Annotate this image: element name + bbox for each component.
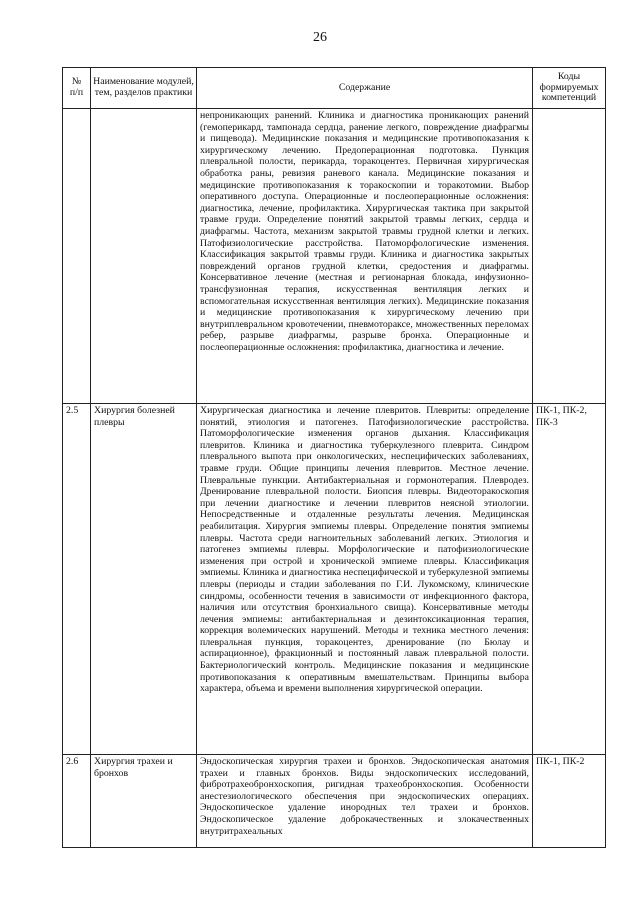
header-number: № п/п xyxy=(63,68,91,109)
row-content: Хирургическая диагностика и лечение плевритов. Плевриты: определение понятий, этиология и патогенез. Патофизиологические расстройства. Патоморфологические изменения органов дыхания. Классификация плевритов. Клиника и диагностика туберкулезного плеврита. Синдром плеврального выпота при онкологических, неспецифических заболеваниях, травме груди. Общие принципы лечения плевритов. Местное лечение. Плевральные пункции. Антибактериальная и гормонотерапия. Плевродез. Дренирование плевральной полости. Биопсия плевры. Видеоторакоскопия при лечении диагностике и лечении плевритов неясной этиологии. Непосредственные и отдаленные результаты лечения. Медицинская реабилитация. Хирургия эмпиемы плевры. Определение понятия эмпиемы плевры. Частота среди нагноительных заболеваний легких. Этиология и патогенез эмпиемы плевры. Морфологические и патофизиологические изменения при острой и хронической эмпиеме плевры. Классификация эмпиемы. Клиника и диагностика неспецифической и туберкулезной эмпиемы плевры (периоды и стадии заболевания по Г.И. Лукомскому, клинические синдромы, особенности течения в зависимости от инфекционного фактора, наличия или отсутствия бронхиального свища). Консервативные методы лечения эмпиемы: антибактериальная и дезинтоксикационная терапия, коррекция волемических нарушений. Методы и техника местного лечения: плевральная пункция, торакоцентез, дренирование (по Бюлау и аспирационное), фракционный и постоянный лаваж плевральной полости. Бактериологический контроль. Медицинские показания и медицинские противопоказания к оперативным вмешательствам. Принципы выбора характера, объема и времени выполнения хирургической операции. xyxy=(197,404,533,755)
row-name xyxy=(91,109,197,404)
row-name: Хирургия болезней плевры xyxy=(91,404,197,755)
row-codes xyxy=(533,109,606,404)
curriculum-table xyxy=(62,67,606,848)
row-codes: ПК-1, ПК-2, ПК-3 xyxy=(533,404,606,755)
row-content: Эндоскопическая хирургия трахеи и бронхов. Эндоскопическая анатомия трахеи и главных бронхов. Виды эндоскопических исследований, фибротрахеобронхоскопия, ригидная трахеобронхоскопия. Особенности анестезиологического обеспечения при эндоскопических операциях. Эндоскопическое удаление инородных тел трахеи и бронхов. Эндоскопическое удаление доброкачественных и злокачественных внутритрахеальных xyxy=(197,755,533,848)
row-number: 2.6 xyxy=(63,755,91,848)
page-number: 26 xyxy=(313,30,327,45)
header-codes: Коды формируемых компетенций xyxy=(533,68,606,109)
row-codes: ПК-1, ПК-2 xyxy=(533,755,606,848)
table-row xyxy=(63,109,606,404)
header-content: Содержание xyxy=(197,68,533,109)
table-row xyxy=(63,755,606,848)
row-name: Хирургия трахеи и бронхов xyxy=(91,755,197,848)
header-name: Наименование модулей, тем, разделов практики xyxy=(91,68,197,109)
table-row xyxy=(63,404,606,755)
row-number xyxy=(63,109,91,404)
table-header-row xyxy=(63,68,606,109)
row-content: непроникающих ранений. Клиника и диагностика проникающих ранений (гемоперикард, тампонада сердца, ранение легкого, повреждение диафрагмы и пищевода). Медицинские показания и медицинские противопоказания к хирургическому лечению. Предоперационная подготовка. Пункция плевральной полости, перикарда, торакоцентез. Первичная хирургическая обработка раны, ревизия раневого канала. Медицинские показания и медицинские противопоказания к торакоскопии и торакотомии. Выбор оперативного доступа. Операционные и послеоперационные осложнения: диагностика, лечение, профилактика. Хирургическая тактика при закрытой травме груди. Определение понятий закрытой травмы легких, сердца и диафрагмы. Частота, механизм закрытой травмы грудной клетки и легких. Патофизиологические расстройства. Патоморфологические изменения. Классификация закрытой травмы груди. Клиника и диагностика закрытых повреждений органов грудной клетки, средостения и диафрагмы. Консервативное лечение (местная и регионарная блокада, инфузионно-трансфузионная терапия, искусственная вентиляция легких и вспомогательная искусственная вентиляция легких). Медицинские показания и медицинские противопоказания к хирургическому лечению при внутриплевральном кровотечении, пневмотораксе, множественных переломах ребер, разрыве диафрагмы, разрыве бронха. Операционные и послеоперационные осложнения: профилактика, диагностика и лечение. xyxy=(197,109,533,404)
row-number: 2.5 xyxy=(63,404,91,755)
